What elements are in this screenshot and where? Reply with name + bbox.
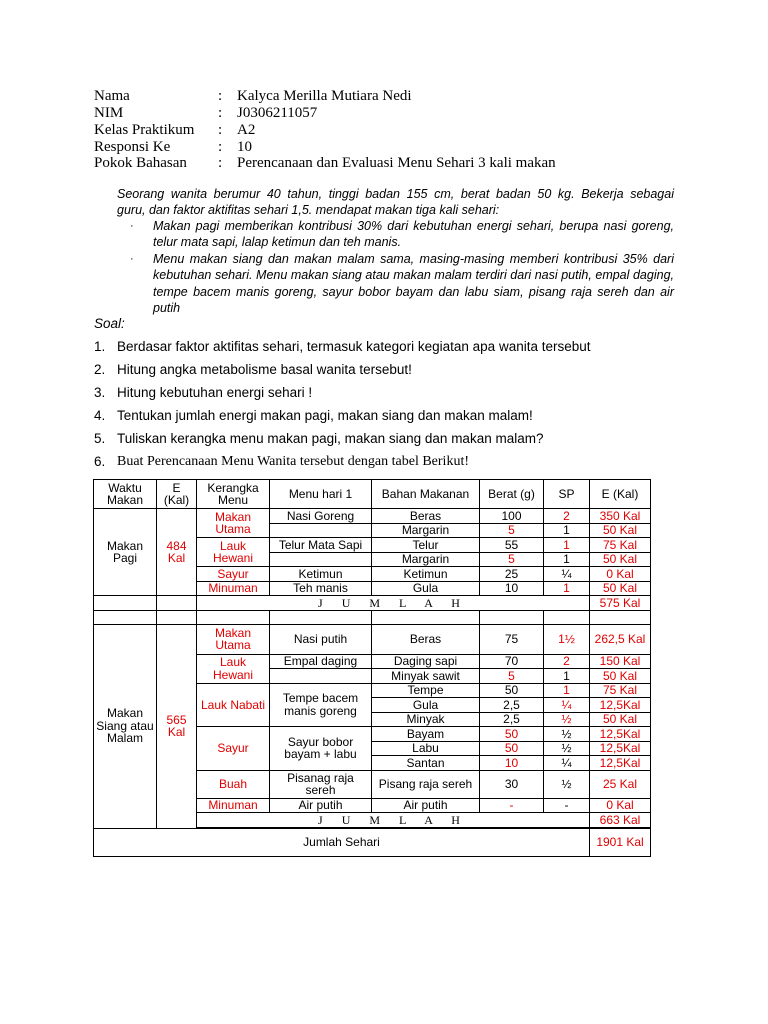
pokok-value: Perencanaan dan Evaluasi Menu Sehari 3 kali makan	[237, 155, 556, 171]
sp-cell: ½	[544, 770, 590, 798]
bahan-cell: Minyak sawit	[372, 669, 480, 684]
energi-cell: 12,5Kal	[590, 698, 651, 713]
header-berat: Berat (g)	[480, 480, 544, 509]
menu-table	[93, 479, 651, 857]
energi-cell: 50 Kal	[590, 581, 651, 596]
bahan-cell: Beras	[372, 624, 480, 654]
berat-cell: 30	[480, 770, 544, 798]
berat-cell: 50	[480, 683, 544, 698]
bahan-cell: Beras	[372, 509, 480, 524]
sp-cell: 1½	[544, 624, 590, 654]
separator: :	[218, 122, 223, 138]
energi-cell: 12,5Kal	[590, 756, 651, 771]
berat-cell: 5	[480, 523, 544, 538]
kerangka-cell: Sayur	[197, 727, 270, 771]
sp-cell: 2	[544, 509, 590, 524]
total-value: 1901 Kal	[590, 828, 651, 856]
berat-cell: 25	[480, 567, 544, 582]
total-row	[94, 828, 651, 856]
bahan-cell: Tempe	[372, 683, 480, 698]
menu-cell: Empal daging	[270, 654, 372, 669]
bahan-cell: Gula	[372, 581, 480, 596]
case-bullet-2-text: Menu makan siang dan makan malam sama, masing-masing memberi kontribusi 35% dari kebutuhan sehari. Menu makan siang atau makan malam terdiri dari nasi putih, empal daging, tempe bacem manis goreng, sayur bobor bayam dan labu siam, pisang raja sereh dan air putih	[153, 252, 674, 315]
menu-cell: Tempe bacem manis goreng	[270, 683, 372, 727]
separator: :	[218, 155, 223, 171]
jumlah-pagi-value: 575 Kal	[590, 596, 651, 611]
question-number: 3.	[94, 385, 106, 400]
kerangka-cell: Lauk Nabati	[197, 683, 270, 727]
header-kerangka: Kerangka Menu	[197, 480, 270, 509]
sp-cell: ¼	[544, 756, 590, 771]
energi-cell: 50 Kal	[590, 523, 651, 538]
energi-cell: 25 Kal	[590, 770, 651, 798]
sp-cell: ½	[544, 712, 590, 727]
energi-cell: 50 Kal	[590, 669, 651, 684]
kelas-value: A2	[237, 122, 256, 138]
nama-label: Nama	[94, 88, 130, 104]
case-bullet-2	[130, 251, 674, 316]
sp-cell: 1	[544, 538, 590, 553]
question-number: 2.	[94, 362, 106, 377]
nim-label: NIM	[94, 105, 124, 121]
energi-siang: 565 Kal	[157, 624, 197, 828]
kelas-label: Kelas Praktikum	[94, 122, 195, 138]
question-text: Buat Perencanaan Menu Wanita tersebut dengan tabel Berikut!	[117, 454, 469, 469]
kerangka-cell: Lauk Hewani	[197, 538, 270, 567]
jumlah-pagi-row	[94, 596, 651, 611]
sp-cell: -	[544, 798, 590, 813]
berat-cell: 55	[480, 538, 544, 553]
bahan-cell: Telur	[372, 538, 480, 553]
question-text: Tuliskan kerangka menu makan pagi, makan siang dan makan malam?	[117, 431, 544, 446]
waktu-siang: Makan Siang atau Malam	[94, 624, 157, 828]
spacer-row	[94, 610, 651, 624]
bahan-cell: Air putih	[372, 798, 480, 813]
bahan-cell: Labu	[372, 741, 480, 756]
berat-cell: 2,5	[480, 712, 544, 727]
energi-cell: 12,5Kal	[590, 741, 651, 756]
table-row	[94, 624, 651, 654]
header-e: E (Kal)	[590, 480, 651, 509]
separator: :	[218, 88, 223, 104]
berat-cell: 5	[480, 552, 544, 567]
case-intro	[117, 186, 674, 219]
energi-cell: 262,5 Kal	[590, 624, 651, 654]
menu-cell: Air putih	[270, 798, 372, 813]
sp-cell: 1	[544, 581, 590, 596]
energi-cell: 75 Kal	[590, 683, 651, 698]
case-bullet-1-text: Makan pagi memberikan kontribusi 30% dari kebutuhan energi sehari, berupa nasi goreng, telur mata sapi, lalap ketimun dan teh manis.	[153, 219, 674, 250]
kerangka-cell: Lauk Hewani	[197, 654, 270, 683]
total-label: Jumlah Sehari	[94, 828, 590, 856]
sp-cell: ¼	[544, 698, 590, 713]
berat-cell: 2,5	[480, 698, 544, 713]
berat-cell: 70	[480, 654, 544, 669]
question-number: 6.	[94, 454, 106, 469]
question-text: Hitung kebutuhan energi sehari !	[117, 385, 313, 400]
menu-cell: Sayur bobor bayam + labu	[270, 727, 372, 771]
table-header-row	[94, 480, 651, 509]
energi-cell: 350 Kal	[590, 509, 651, 524]
energi-cell: 50 Kal	[590, 712, 651, 727]
bahan-cell: Pisang raja sereh	[372, 770, 480, 798]
kerangka-cell: Sayur	[197, 567, 270, 582]
menu-cell: Pisanag raja sereh	[270, 770, 372, 798]
menu-cell-empty	[270, 669, 372, 684]
jumlah-label: J U M L A H	[197, 596, 590, 611]
question-number: 4.	[94, 408, 106, 423]
menu-cell: Telur Mata Sapi	[270, 538, 372, 553]
responsi-label: Responsi Ke	[94, 139, 171, 155]
nim-value: J0306211057	[237, 105, 318, 121]
berat-cell: 50	[480, 727, 544, 742]
berat-cell: 50	[480, 741, 544, 756]
menu-cell-empty	[270, 552, 372, 567]
berat-cell: 5	[480, 669, 544, 684]
header-sp: SP	[544, 480, 590, 509]
header-bahan: Bahan Makanan	[372, 480, 480, 509]
bahan-cell: Margarin	[372, 552, 480, 567]
menu-cell: Ketimun	[270, 567, 372, 582]
bahan-cell: Minyak	[372, 712, 480, 727]
bahan-cell: Santan	[372, 756, 480, 771]
case-intro-line-2: guru, dan faktor aktifitas sehari 1,5. mendapat makan tiga kali sehari:	[117, 203, 500, 218]
bullet-marker: ·	[130, 253, 134, 265]
berat-cell: 100	[480, 509, 544, 524]
pokok-label: Pokok Bahasan	[94, 155, 187, 171]
question-number: 1.	[94, 339, 106, 354]
berat-cell: -	[480, 798, 544, 813]
waktu-pagi: Makan Pagi	[94, 509, 157, 596]
energi-cell: 0 Kal	[590, 567, 651, 582]
berat-cell: 10	[480, 581, 544, 596]
separator: :	[218, 139, 223, 155]
sp-cell: ½	[544, 727, 590, 742]
kerangka-cell: Minuman	[197, 798, 270, 813]
sp-cell: ½	[544, 741, 590, 756]
bahan-cell: Ketimun	[372, 567, 480, 582]
energi-cell: 0 Kal	[590, 798, 651, 813]
kerangka-cell: Minuman	[197, 581, 270, 596]
energi-pagi: 484 Kal	[157, 509, 197, 596]
case-bullet-1	[130, 218, 674, 251]
case-intro-line-1: Seorang wanita berumur 40 tahun, tinggi badan 155 cm, berat badan 50 kg. Bekerja sebagai	[117, 187, 674, 201]
question-text: Tentukan jumlah energi makan pagi, makan siang dan makan malam!	[117, 408, 533, 423]
sp-cell: ¼	[544, 567, 590, 582]
header-energi: E (Kal)	[157, 480, 197, 509]
jumlah-siang-value: 663 Kal	[590, 813, 651, 828]
nama-value: Kalyca Merilla Mutiara Nedi	[237, 88, 412, 104]
bahan-cell: Bayam	[372, 727, 480, 742]
header-menu: Menu hari 1	[270, 480, 372, 509]
menu-cell: Nasi putih	[270, 624, 372, 654]
energi-cell: 75 Kal	[590, 538, 651, 553]
bahan-cell: Margarin	[372, 523, 480, 538]
bahan-cell: Gula	[372, 698, 480, 713]
sp-cell: 1	[544, 669, 590, 684]
sp-cell: 1	[544, 552, 590, 567]
energi-cell: 12,5Kal	[590, 727, 651, 742]
responsi-value: 10	[237, 139, 252, 155]
jumlah-label: J U M L A H	[197, 813, 590, 828]
energi-cell: 150 Kal	[590, 654, 651, 669]
berat-cell: 75	[480, 624, 544, 654]
question-number: 5.	[94, 431, 106, 446]
menu-cell-empty	[270, 523, 372, 538]
sp-cell: 1	[544, 523, 590, 538]
bullet-marker: ·	[130, 220, 134, 232]
header-waktu: Waktu Makan	[94, 480, 157, 509]
berat-cell: 10	[480, 756, 544, 771]
menu-cell: Nasi Goreng	[270, 509, 372, 524]
bahan-cell: Daging sapi	[372, 654, 480, 669]
separator: :	[218, 105, 223, 121]
energi-cell: 50 Kal	[590, 552, 651, 567]
kerangka-cell: Buah	[197, 770, 270, 798]
sp-cell: 1	[544, 683, 590, 698]
menu-cell: Teh manis	[270, 581, 372, 596]
question-text: Hitung angka metabolisme basal wanita tersebut!	[117, 362, 412, 377]
kerangka-cell: Makan Utama	[197, 509, 270, 538]
table-row	[94, 509, 651, 524]
sp-cell: 2	[544, 654, 590, 669]
question-text: Berdasar faktor aktifitas sehari, termasuk kategori kegiatan apa wanita tersebut	[117, 339, 591, 354]
soal-label: Soal:	[94, 316, 125, 331]
kerangka-cell: Makan Utama	[197, 624, 270, 654]
